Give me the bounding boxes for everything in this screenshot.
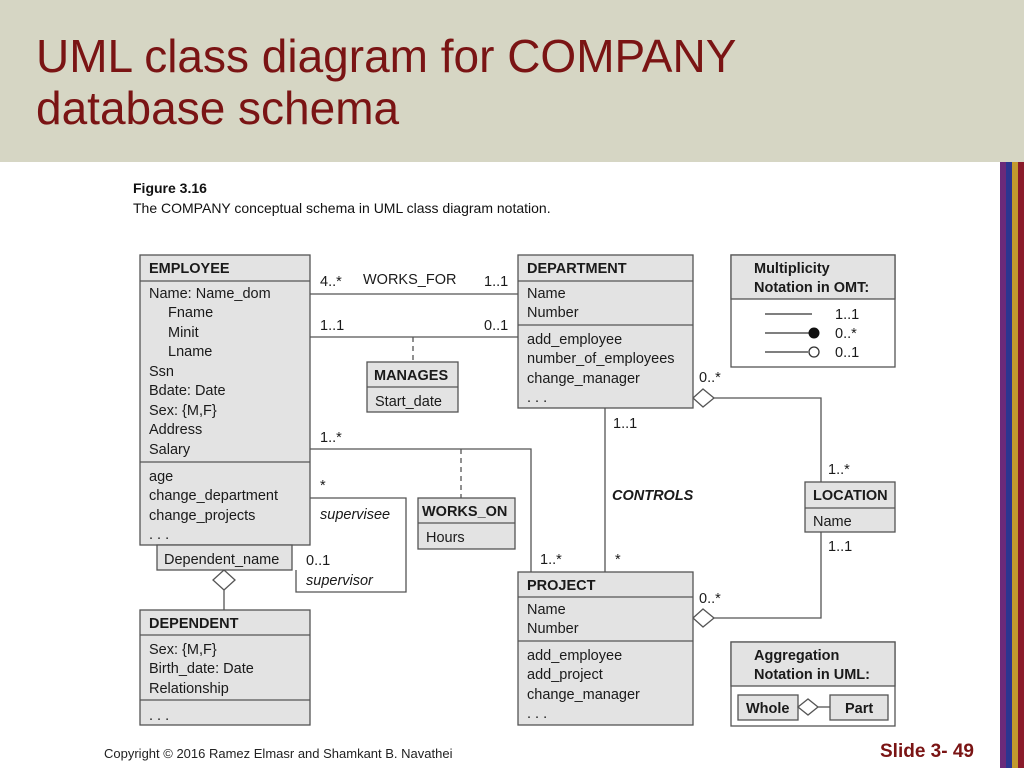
employee-op: . . . <box>149 527 170 543</box>
assoc-class-works-on <box>418 498 515 549</box>
copyright-notice: Copyright © 2016 Ramez Elmasr and Shamkant B. Navathei <box>104 746 453 761</box>
class-employee <box>140 255 310 545</box>
mult-supervisor: 0..1 <box>306 553 331 569</box>
legend-multiplicity-item: 1..1 <box>835 307 860 323</box>
mult-works-for-emp: 4..* <box>320 274 342 290</box>
assoc-class-manages <box>367 362 458 412</box>
employee-op: change_department <box>149 488 278 504</box>
slide-title-line1: UML class diagram for COMPANY <box>36 30 737 82</box>
legend-filled-dot-icon <box>809 328 819 338</box>
dependent-class-name: DEPENDENT <box>149 616 239 632</box>
legend-multiplicity <box>731 255 895 367</box>
dependent-attr: Sex: {M,F} <box>149 642 217 658</box>
employee-attr: Name: Name_dom <box>149 286 271 302</box>
mult-manages-emp: 1..1 <box>320 318 345 334</box>
department-op: . . . <box>527 390 548 406</box>
employee-attr: Minit <box>168 325 199 341</box>
legend-multiplicity-item: 0..* <box>835 326 857 342</box>
qualifier-dependent-name <box>157 545 292 570</box>
employee-attr: Ssn <box>149 364 174 380</box>
legend-multiplicity-subtitle: Notation in OMT: <box>754 280 870 296</box>
manages-name: MANAGES <box>374 368 449 384</box>
supervisee-label: supervisee <box>320 507 391 523</box>
legend-whole-label: Whole <box>746 701 790 717</box>
legend-aggregation-subtitle: Notation in UML: <box>754 667 870 683</box>
mult-supervisee: * <box>320 478 326 494</box>
department-attr: Name <box>527 286 566 302</box>
project-op: . . . <box>527 706 548 722</box>
legend-aggregation <box>731 642 895 726</box>
employee-attr: Fname <box>168 305 214 321</box>
manages-attr: Start_date <box>375 394 442 410</box>
controls-label: CONTROLS <box>612 488 694 504</box>
department-class-name: DEPARTMENT <box>527 261 627 277</box>
slide-number: Slide 3- 49 <box>880 741 974 762</box>
project-attr: Number <box>527 621 579 637</box>
legend-hollow-dot-icon <box>809 347 819 357</box>
legend-part-label: Part <box>845 701 874 717</box>
mult-dept-location-dept: 0..* <box>699 370 721 386</box>
slide-title-line2: database schema <box>36 82 400 134</box>
dependent-op: . . . <box>149 708 170 724</box>
works-on-attr: Hours <box>426 530 465 546</box>
employee-op: age <box>149 469 174 485</box>
employee-attr: Address <box>149 422 203 438</box>
project-attr: Name <box>527 602 566 618</box>
mult-proj-location-loc: 1..1 <box>828 539 853 555</box>
works-for-label: WORKS_FOR <box>363 272 457 288</box>
location-attr: Name <box>813 514 852 530</box>
project-op: add_project <box>527 667 603 683</box>
mult-proj-location-proj: 0..* <box>699 591 721 607</box>
mult-controls-dept: 1..1 <box>613 416 638 432</box>
qualifier-label: Dependent_name <box>164 552 280 568</box>
mult-controls-proj: * <box>615 552 621 568</box>
project-class-name: PROJECT <box>527 578 596 594</box>
supervisor-label: supervisor <box>306 573 373 589</box>
employee-attr: Lname <box>168 344 213 360</box>
works-on-name: WORKS_ON <box>422 504 508 520</box>
aggregation-diamond-proj-location <box>693 609 714 627</box>
mult-works-on-proj: 1..* <box>540 552 562 568</box>
mult-manages-dept: 0..1 <box>484 318 509 334</box>
aggregation-diamond-dept-location <box>693 389 714 407</box>
class-project <box>518 572 693 725</box>
mult-works-on-emp: 1..* <box>320 430 342 446</box>
mult-dept-location-loc: 1..* <box>828 462 850 478</box>
department-op: change_manager <box>527 371 640 387</box>
class-department <box>518 255 693 408</box>
legend-aggregation-title: Aggregation <box>754 648 840 664</box>
class-dependent <box>140 610 310 725</box>
class-location <box>805 482 895 532</box>
figure-label: Figure 3.16 <box>133 180 207 196</box>
figure-description: The COMPANY conceptual schema in UML class diagram notation. <box>133 200 551 216</box>
department-attr: Number <box>527 305 579 321</box>
employee-attr: Sex: {M,F} <box>149 403 217 419</box>
legend-multiplicity-title: Multiplicity <box>754 261 830 277</box>
employee-class-name: EMPLOYEE <box>149 261 230 277</box>
dependent-attr: Relationship <box>149 681 229 697</box>
employee-attr: Bdate: Date <box>149 383 226 399</box>
project-op: add_employee <box>527 648 623 664</box>
aggregation-diamond-dependent <box>213 570 235 590</box>
employee-attr: Salary <box>149 442 191 458</box>
employee-op: change_projects <box>149 508 256 524</box>
dependent-attr: Birth_date: Date <box>149 661 254 677</box>
location-class-name: LOCATION <box>813 488 888 504</box>
department-op: number_of_employees <box>527 351 675 367</box>
mult-works-for-dept: 1..1 <box>484 274 509 290</box>
department-op: add_employee <box>527 332 623 348</box>
project-op: change_manager <box>527 687 640 703</box>
legend-multiplicity-item: 0..1 <box>835 345 860 361</box>
